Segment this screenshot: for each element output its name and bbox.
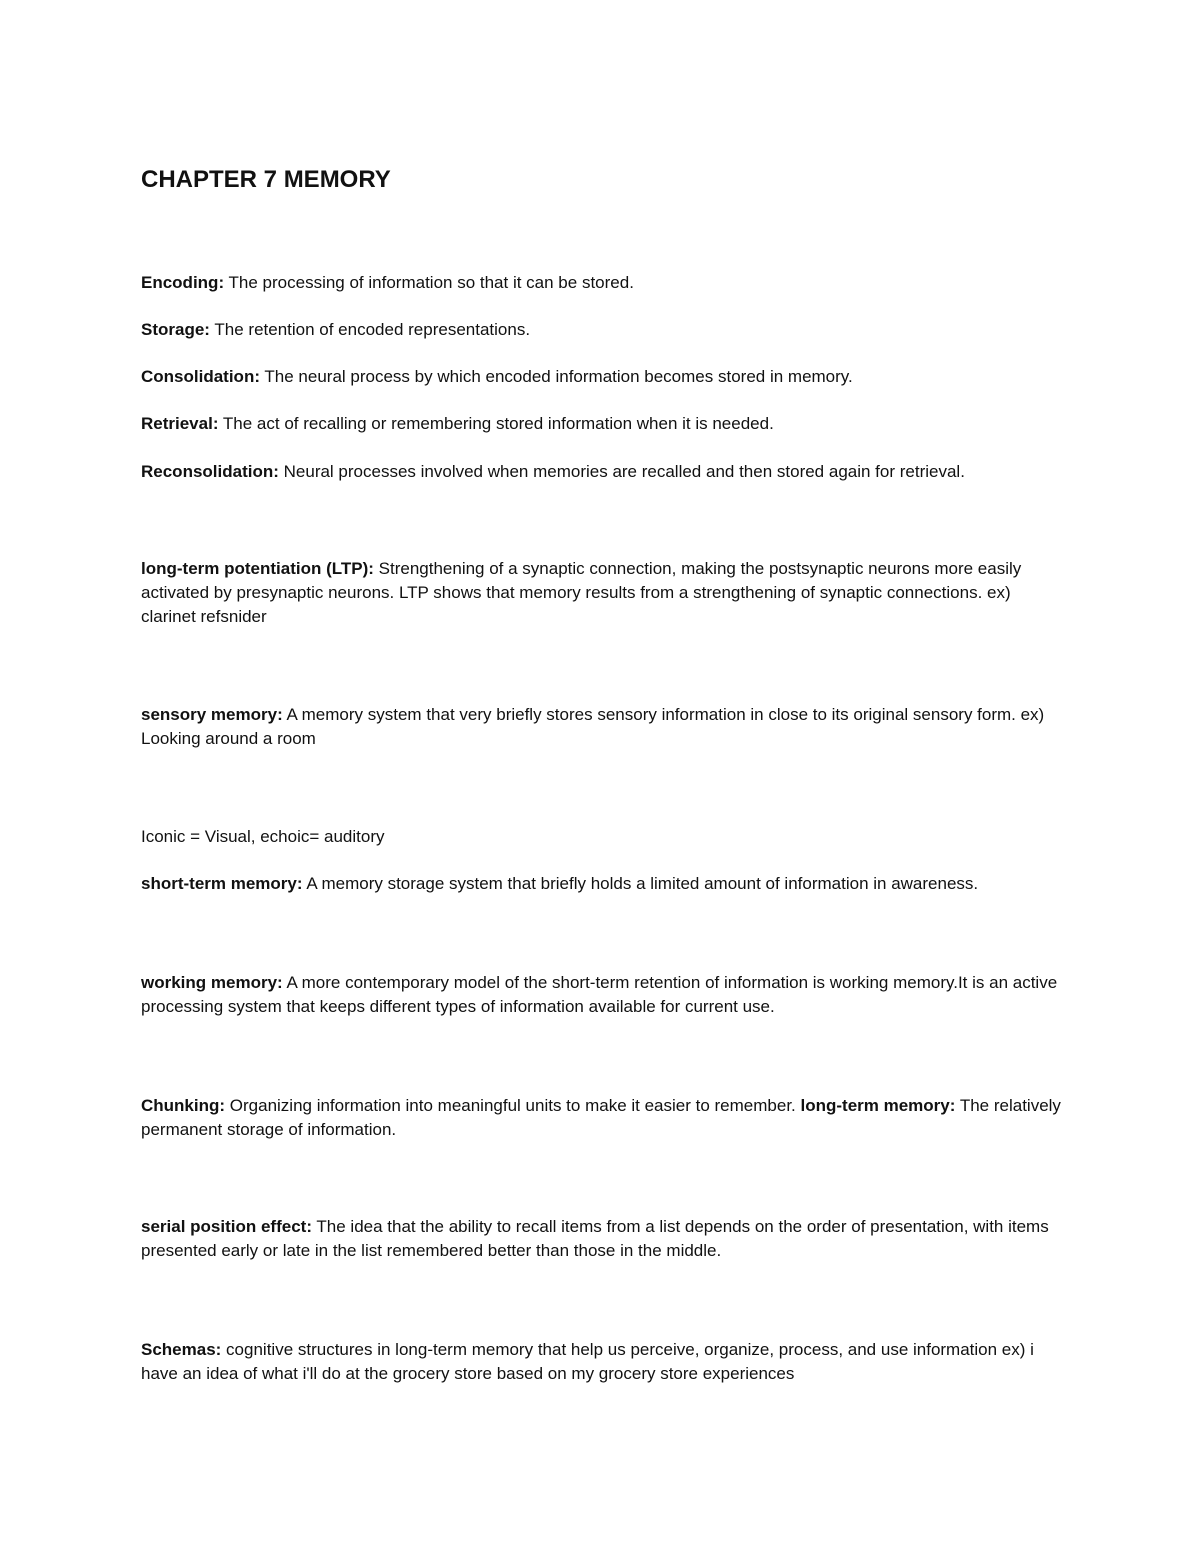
definition-text: cognitive structures in long-term memory that help us perceive, organize, process, and use information ex) i have an idea of what i'll do at the grocery store based on my grocery store experiences bbox=[141, 1340, 1034, 1383]
note-iconic-echoic bbox=[141, 825, 1066, 849]
term-label: Retrieval: bbox=[141, 414, 219, 433]
definition-consolidation bbox=[141, 365, 1066, 389]
term-label: Consolidation: bbox=[141, 367, 260, 386]
definition-storage bbox=[141, 318, 1066, 342]
definition-text: The processing of information so that it can be stored. bbox=[224, 273, 634, 292]
term-label: long-term potentiation (LTP): bbox=[141, 559, 374, 578]
term-label: Chunking: bbox=[141, 1096, 226, 1115]
definition-text: The idea that the ability to recall items from a list depends on the order of presentation, with items presented early or late in the list remembered better than those in the middle. bbox=[141, 1217, 1049, 1260]
term-label: sensory memory: bbox=[141, 705, 283, 724]
definition-text: The neural process by which encoded information becomes stored in memory. bbox=[259, 367, 853, 386]
definition-chunking bbox=[141, 1094, 1066, 1142]
definition-text: Strengthening of a synaptic connection, making the postsynaptic neurons more easily activated by presynaptic neurons. LTP shows that memory results from a strengthening of synaptic connections. ex) clarinet refsnider bbox=[141, 559, 1022, 626]
definition-text: Organizing information into meaningful units to make it easier to remember. bbox=[225, 1096, 801, 1115]
definition-text: A memory storage system that briefly holds a limited amount of information in awareness. bbox=[302, 874, 979, 893]
definition-text: A memory system that very briefly stores sensory information in close to its original sensory form. ex) Looking around a room bbox=[141, 705, 1045, 748]
term-label: short-term memory: bbox=[141, 874, 303, 893]
term-label: working memory: bbox=[141, 973, 283, 992]
definition-short-term-memory bbox=[141, 872, 1066, 896]
term-label: Reconsolidation: bbox=[141, 462, 279, 481]
definition-encoding bbox=[141, 271, 1066, 295]
term-label: Storage: bbox=[141, 320, 210, 339]
term-label: serial position effect: bbox=[141, 1217, 312, 1236]
definition-retrieval bbox=[141, 412, 1066, 436]
definition-text: The retention of encoded representations. bbox=[209, 320, 531, 339]
definition-schemas bbox=[141, 1338, 1066, 1386]
page-title: CHAPTER 7 MEMORY bbox=[141, 166, 391, 193]
definition-text: Neural processes involved when memories are recalled and then stored again for retrieval. bbox=[278, 462, 965, 481]
definition-text: The act of recalling or remembering stored information when it is needed. bbox=[218, 414, 774, 433]
definition-working-memory bbox=[141, 971, 1066, 1019]
definition-sensory-memory bbox=[141, 703, 1066, 751]
definition-serial-position-effect bbox=[141, 1215, 1066, 1263]
term-label-long-term-memory: long-term memory: bbox=[800, 1096, 956, 1115]
definition-ltp bbox=[141, 557, 1066, 629]
definition-text: A more contemporary model of the short-term retention of information is working memory.It is an active processing system that keeps different types of information available for current use. bbox=[141, 973, 1058, 1016]
term-label: Schemas: bbox=[141, 1340, 222, 1359]
term-label: Encoding: bbox=[141, 273, 225, 292]
definition-reconsolidation bbox=[141, 460, 1066, 484]
definition-text: The relatively permanent storage of information. bbox=[141, 1096, 1061, 1139]
note-text: Iconic = Visual, echoic= auditory bbox=[141, 827, 385, 846]
